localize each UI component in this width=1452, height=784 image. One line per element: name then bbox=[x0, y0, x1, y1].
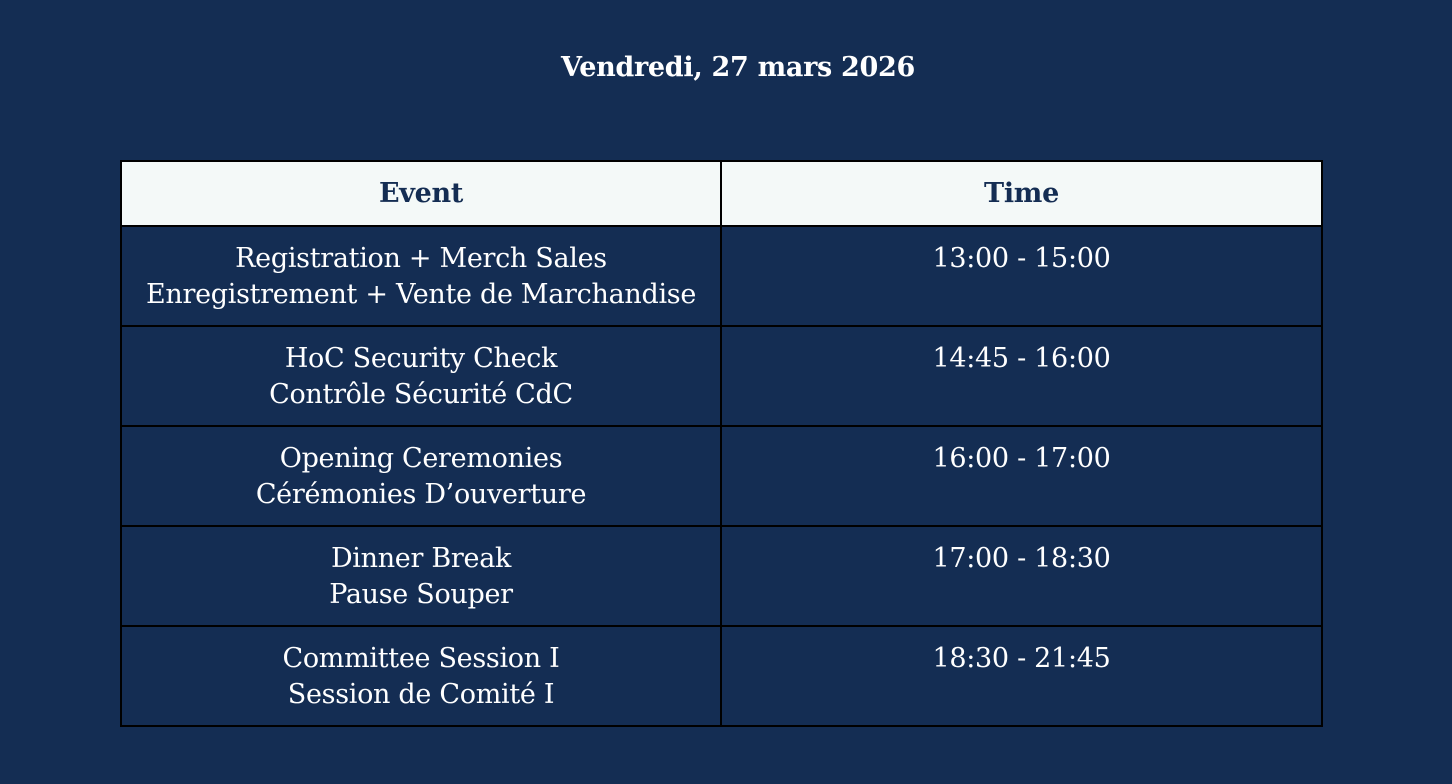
time-cell: 16:00 - 17:00 bbox=[721, 426, 1322, 526]
table-row bbox=[121, 226, 1322, 326]
table-header-row bbox=[121, 161, 1322, 226]
table-row bbox=[121, 426, 1322, 526]
event-name-fr: Cérémonies D’ouverture bbox=[255, 479, 587, 510]
time-cell: 18:30 - 21:45 bbox=[721, 626, 1322, 726]
event-name-en: Opening Ceremonies bbox=[279, 443, 563, 474]
table-row bbox=[121, 626, 1322, 726]
event-cell bbox=[121, 326, 721, 426]
event-name-en: Registration + Merch Sales bbox=[235, 243, 607, 274]
time-cell: 17:00 - 18:30 bbox=[721, 526, 1322, 626]
table-row bbox=[121, 526, 1322, 626]
event-name-fr: Contrôle Sécurité CdC bbox=[269, 379, 573, 410]
event-column-header: Event bbox=[121, 161, 721, 226]
event-name-en: Committee Session I bbox=[282, 643, 560, 674]
event-cell bbox=[121, 526, 721, 626]
event-name-fr: Pause Souper bbox=[329, 579, 513, 610]
event-name-fr: Enregistrement + Vente de Marchandise bbox=[145, 279, 697, 310]
time-cell: 14:45 - 16:00 bbox=[721, 326, 1322, 426]
event-cell bbox=[121, 426, 721, 526]
day-heading: Vendredi, 27 mars 2026 bbox=[561, 52, 915, 83]
table-row bbox=[121, 326, 1322, 426]
event-name-en: Dinner Break bbox=[330, 543, 512, 574]
event-name-fr: Session de Comité I bbox=[287, 679, 555, 710]
time-cell: 13:00 - 15:00 bbox=[721, 226, 1322, 326]
time-column-header: Time bbox=[721, 161, 1322, 226]
schedule-table bbox=[120, 160, 1323, 727]
event-cell bbox=[121, 226, 721, 326]
event-cell bbox=[121, 626, 721, 726]
event-name-en: HoC Security Check bbox=[284, 343, 558, 374]
